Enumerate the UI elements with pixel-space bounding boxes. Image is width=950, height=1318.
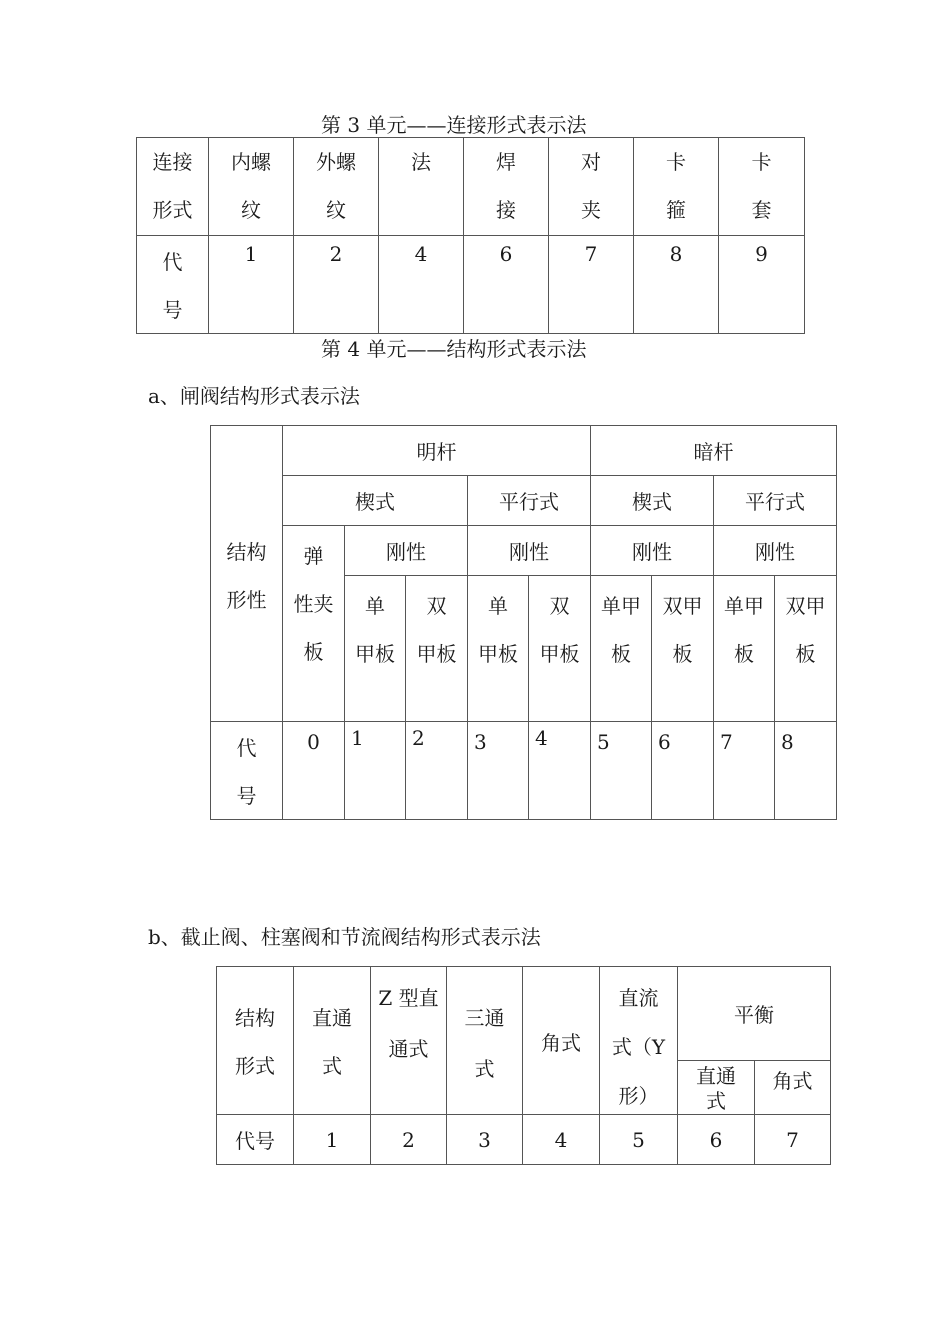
form-cell-ferrule bbox=[719, 138, 805, 236]
code-value: 2 bbox=[412, 726, 425, 750]
plate-text: 板 bbox=[672, 642, 693, 666]
type-text: 式 bbox=[706, 1089, 726, 1113]
code-cell bbox=[523, 1115, 600, 1165]
balance-angle-cell bbox=[755, 1061, 831, 1115]
unit3-heading: 第 3 单元——连接形式表示法 bbox=[321, 113, 587, 137]
form-cell-external-thread bbox=[294, 138, 379, 236]
code-value: 6 bbox=[709, 1127, 723, 1152]
elastic-text: 弹 bbox=[303, 544, 324, 568]
plate-text: 甲板 bbox=[416, 642, 457, 666]
code-value: 2 bbox=[402, 1127, 415, 1152]
form-text: 法 bbox=[411, 150, 431, 174]
code-cell bbox=[468, 722, 529, 820]
wedge-cell bbox=[283, 476, 468, 526]
code-value: 4 bbox=[535, 726, 548, 750]
code-cell bbox=[294, 236, 379, 334]
type-text: 形） bbox=[618, 1084, 659, 1108]
connection-code-row bbox=[137, 236, 805, 334]
globe-code-row bbox=[217, 1115, 831, 1165]
rigid-label: 刚性 bbox=[755, 540, 795, 564]
code-cell bbox=[652, 722, 714, 820]
connection-form-row bbox=[137, 138, 805, 236]
single-plate-cell bbox=[345, 576, 406, 722]
form-cell-internal-thread bbox=[209, 138, 294, 236]
code-cell bbox=[209, 236, 294, 334]
wedge-label: 楔式 bbox=[632, 490, 672, 514]
structure-label-cell bbox=[211, 426, 283, 722]
straight-cell bbox=[294, 967, 371, 1115]
code-value: 3 bbox=[474, 730, 487, 754]
code-value: 1 bbox=[244, 242, 258, 266]
form-cell-weld bbox=[464, 138, 549, 236]
structure-label-2: 形式 bbox=[235, 1054, 275, 1078]
type-text: 通式 bbox=[388, 1037, 429, 1061]
code-value: 8 bbox=[669, 242, 683, 266]
type-text: 三通 bbox=[464, 1006, 505, 1030]
code-value: 8 bbox=[781, 730, 794, 754]
elastic-text: 板 bbox=[303, 640, 324, 664]
structure-label-cell bbox=[217, 967, 294, 1115]
concealed-stem-cell bbox=[591, 426, 837, 476]
code-cell bbox=[447, 1115, 523, 1165]
gate-code-row bbox=[211, 722, 837, 820]
code-value: 1 bbox=[325, 1127, 339, 1152]
concealed-stem: 暗杆 bbox=[693, 440, 734, 464]
type-text: 角式 bbox=[541, 1031, 581, 1055]
connection-form-table bbox=[136, 137, 805, 334]
plate-text: 板 bbox=[795, 642, 816, 666]
double-plate-cell bbox=[406, 576, 468, 722]
form-text: 纹 bbox=[241, 198, 261, 222]
structure-label-2: 形性 bbox=[226, 588, 267, 612]
plate-text: 板 bbox=[611, 642, 631, 666]
code-cell bbox=[549, 236, 634, 334]
type-text: Z 型直 bbox=[378, 986, 439, 1010]
connection-form-label-2: 形式 bbox=[152, 198, 193, 222]
code-cell bbox=[775, 722, 837, 820]
code-value: 1 bbox=[351, 726, 364, 750]
code-cell bbox=[406, 722, 468, 820]
code-value: 4 bbox=[554, 1127, 568, 1152]
globe-valve-heading: b、截止阀、柱塞阀和节流阀结构形式表示法 bbox=[148, 925, 541, 949]
code-label: 代号 bbox=[235, 1129, 275, 1153]
code-label-2: 号 bbox=[236, 784, 257, 808]
gate-valve-table bbox=[210, 425, 837, 820]
balance-straight-cell bbox=[678, 1061, 755, 1115]
rigid-label: 刚性 bbox=[632, 540, 672, 564]
code-cell bbox=[283, 722, 345, 820]
code-value: 7 bbox=[786, 1127, 799, 1152]
code-label-2: 号 bbox=[162, 298, 183, 322]
elastic-cell bbox=[283, 526, 345, 722]
code-cell bbox=[294, 1115, 371, 1165]
code-cell bbox=[678, 1115, 755, 1165]
parallel-cell bbox=[468, 476, 591, 526]
balance-label: 平衡 bbox=[734, 1003, 774, 1027]
code-value: 7 bbox=[584, 242, 598, 266]
direct-flow-cell bbox=[600, 967, 678, 1115]
code-value: 5 bbox=[597, 730, 610, 754]
plate-text: 双甲 bbox=[662, 594, 703, 618]
plate-text: 双 bbox=[426, 594, 447, 618]
code-cell bbox=[714, 722, 775, 820]
code-cell bbox=[600, 1115, 678, 1165]
type-text: 式 bbox=[474, 1057, 495, 1081]
form-text: 外螺 bbox=[316, 150, 356, 174]
rigid-cell bbox=[468, 526, 591, 576]
form-text: 箍 bbox=[666, 198, 686, 222]
code-value: 5 bbox=[632, 1127, 645, 1152]
single-plate-cell bbox=[468, 576, 529, 722]
code-label-cell bbox=[137, 236, 209, 334]
gate-valve-heading: a、闸阀结构形式表示法 bbox=[148, 384, 360, 408]
balance-cell bbox=[678, 967, 831, 1061]
structure-label: 结构 bbox=[226, 540, 267, 564]
form-text: 焊 bbox=[496, 150, 516, 174]
plate-text: 单甲 bbox=[724, 594, 764, 618]
plate-text: 双甲 bbox=[785, 594, 826, 618]
code-label: 代 bbox=[162, 250, 183, 274]
code-cell bbox=[591, 722, 652, 820]
code-label-cell bbox=[211, 722, 283, 820]
type-text: 式（Y bbox=[611, 1035, 666, 1059]
code-cell bbox=[529, 722, 591, 820]
type-text: 直通 bbox=[696, 1064, 736, 1088]
code-cell bbox=[634, 236, 719, 334]
angle-cell bbox=[523, 967, 600, 1115]
form-text: 夹 bbox=[581, 198, 601, 222]
plate-text: 双 bbox=[549, 594, 570, 618]
form-text: 内螺 bbox=[231, 150, 271, 174]
form-cell-flange bbox=[379, 138, 464, 236]
form-text: 纹 bbox=[326, 198, 346, 222]
structure-label: 结构 bbox=[235, 1006, 275, 1030]
parallel-label: 平行式 bbox=[745, 490, 805, 514]
code-cell bbox=[345, 722, 406, 820]
globe-valve-table bbox=[216, 966, 831, 1165]
rigid-label: 刚性 bbox=[509, 540, 549, 564]
single-plate-cell bbox=[591, 576, 652, 722]
plate-text: 甲板 bbox=[478, 642, 518, 666]
code-value: 7 bbox=[720, 730, 733, 754]
code-value: 6 bbox=[499, 242, 513, 266]
rigid-cell bbox=[591, 526, 714, 576]
type-text: 直通 bbox=[312, 1006, 352, 1030]
double-plate-cell bbox=[529, 576, 591, 722]
wedge-label: 楔式 bbox=[355, 490, 395, 514]
plate-text: 单甲 bbox=[601, 594, 641, 618]
form-text: 卡 bbox=[751, 150, 772, 174]
parallel-label: 平行式 bbox=[499, 490, 559, 514]
form-text: 接 bbox=[496, 198, 516, 222]
code-value: 0 bbox=[307, 730, 320, 754]
form-cell-wafer bbox=[549, 138, 634, 236]
code-label-cell bbox=[217, 1115, 294, 1165]
z-type-cell bbox=[371, 967, 447, 1115]
rigid-cell bbox=[714, 526, 837, 576]
plate-text: 甲板 bbox=[355, 642, 395, 666]
code-cell bbox=[379, 236, 464, 334]
three-way-cell bbox=[447, 967, 523, 1115]
type-text: 直流 bbox=[618, 986, 659, 1010]
type-text: 角式 bbox=[772, 1069, 813, 1093]
form-cell-clamp bbox=[634, 138, 719, 236]
code-cell bbox=[719, 236, 805, 334]
connection-form-label: 连接 bbox=[152, 150, 193, 174]
plate-text: 板 bbox=[734, 642, 754, 666]
code-value: 6 bbox=[658, 730, 671, 754]
plate-text: 甲板 bbox=[539, 642, 580, 666]
code-label: 代 bbox=[236, 736, 257, 760]
code-value: 9 bbox=[755, 242, 768, 266]
form-text: 套 bbox=[751, 198, 772, 222]
connection-form-label-cell bbox=[137, 138, 209, 236]
code-cell bbox=[755, 1115, 831, 1165]
plate-text: 单 bbox=[488, 594, 508, 618]
rising-stem-cell bbox=[283, 426, 591, 476]
unit4-heading: 第 4 单元——结构形式表示法 bbox=[321, 337, 587, 361]
form-text: 卡 bbox=[666, 150, 686, 174]
elastic-text: 性夹 bbox=[293, 592, 334, 616]
rigid-cell bbox=[345, 526, 468, 576]
double-plate-cell bbox=[652, 576, 714, 722]
single-plate-cell bbox=[714, 576, 775, 722]
code-value: 4 bbox=[414, 242, 428, 266]
double-plate-cell bbox=[775, 576, 837, 722]
code-cell bbox=[371, 1115, 447, 1165]
plate-text: 单 bbox=[365, 594, 385, 618]
code-cell bbox=[464, 236, 549, 334]
rigid-label: 刚性 bbox=[386, 540, 426, 564]
parallel-cell-2 bbox=[714, 476, 837, 526]
code-value: 3 bbox=[478, 1127, 491, 1152]
rising-stem: 明杆 bbox=[416, 440, 457, 464]
code-value: 2 bbox=[329, 242, 343, 266]
wedge-cell-2 bbox=[591, 476, 714, 526]
type-text: 式 bbox=[322, 1054, 342, 1078]
form-text: 对 bbox=[581, 150, 601, 174]
